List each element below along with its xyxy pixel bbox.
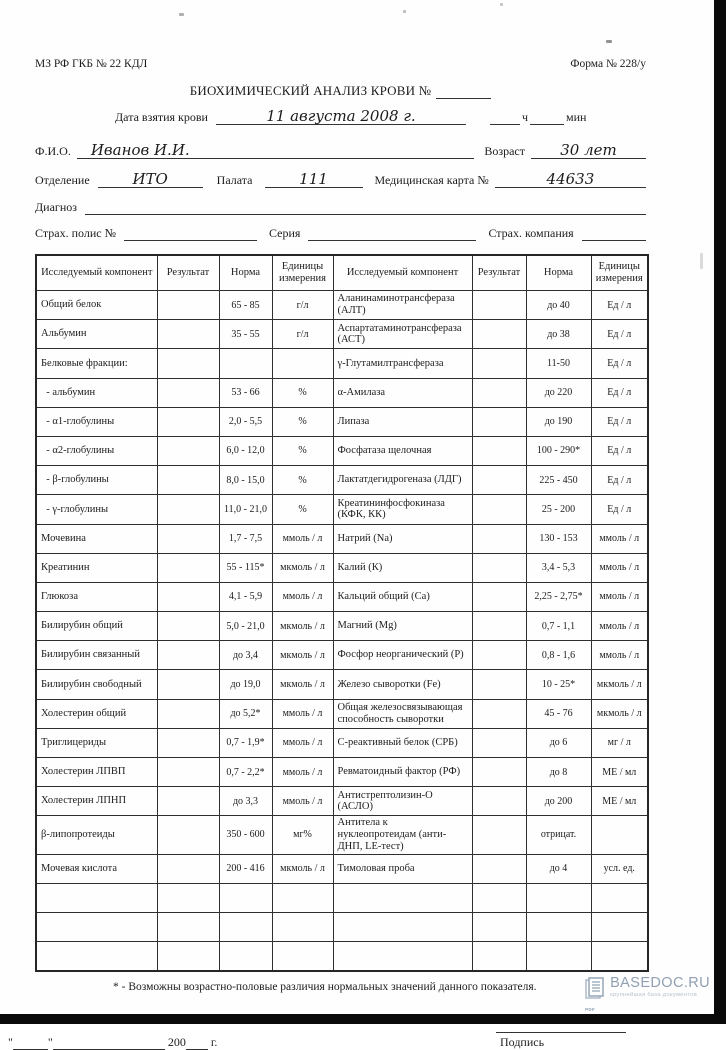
norm-cell: 0,7 - 1,9*	[219, 728, 272, 757]
norm-cell: 25 - 200	[526, 495, 591, 524]
month-blank	[53, 1036, 165, 1050]
norm-cell: 55 - 115*	[219, 553, 272, 582]
norm-cell: 0,8 - 1,6	[526, 641, 591, 670]
result-cell	[472, 553, 526, 582]
component-cell: Билирубин связанный	[36, 641, 157, 670]
units-cell: Ед / л	[591, 349, 648, 378]
table-row	[36, 291, 648, 320]
component-cell: Натрий (Na)	[333, 524, 472, 553]
component-cell	[36, 883, 157, 912]
norm-cell: 130 - 153	[526, 524, 591, 553]
signature-label: Подпись	[500, 1035, 545, 1050]
norm-cell: 53 - 66	[219, 378, 272, 407]
units-cell: мкмоль / л	[272, 670, 333, 699]
units-cell: МЕ / мл	[591, 758, 648, 787]
result-cell	[472, 291, 526, 320]
blood-draw-date-row	[115, 108, 646, 125]
result-cell	[472, 913, 526, 942]
component-cell: Холестерин ЛПВП	[36, 758, 157, 787]
norm-cell: до 40	[526, 291, 591, 320]
component-cell	[36, 942, 157, 972]
units-cell: Ед / л	[591, 291, 648, 320]
norm-cell: до 200	[526, 787, 591, 816]
table-row	[36, 758, 648, 787]
component-cell: Мочевая кислота	[36, 854, 157, 883]
result-cell	[472, 436, 526, 465]
column-header: Результат	[157, 255, 219, 291]
component-cell: - γ-глобулины	[36, 495, 157, 524]
units-cell: мкмоль / л	[272, 641, 333, 670]
basedoc-watermark	[585, 976, 710, 1011]
table-row	[36, 495, 648, 524]
norm-cell: 8,0 - 15,0	[219, 466, 272, 495]
component-cell: - β-глобулины	[36, 466, 157, 495]
card-label: Медицинская карта №	[374, 173, 489, 187]
units-cell: ммоль / л	[272, 699, 333, 728]
norm-cell: до 190	[526, 407, 591, 436]
hours-blank	[490, 111, 520, 125]
component-cell: Фосфор неорганический (Р)	[333, 641, 472, 670]
norm-cell: 10 - 25*	[526, 670, 591, 699]
patient-name-row	[35, 142, 646, 159]
component-cell: Железо сыворотки (Fe)	[333, 670, 472, 699]
result-cell	[157, 524, 219, 553]
component-cell	[333, 883, 472, 912]
component-cell: Общая железосвязывающая способность сыворотки	[333, 699, 472, 728]
norm-cell: 225 - 450	[526, 466, 591, 495]
pdf-document-icon	[585, 977, 606, 1012]
result-cell	[157, 320, 219, 349]
scan-artifact	[179, 13, 184, 16]
norm-cell	[219, 349, 272, 378]
norm-cell	[526, 942, 591, 972]
units-cell: Ед / л	[591, 407, 648, 436]
norm-cell: 2,25 - 2,75*	[526, 582, 591, 611]
name-value: Иванов И.И.	[90, 141, 190, 159]
units-cell: ммоль / л	[591, 524, 648, 553]
result-cell	[157, 854, 219, 883]
component-cell: Аланинаминотрансфераза (АЛТ)	[333, 291, 472, 320]
component-cell: С-реактивный белок (СРБ)	[333, 728, 472, 757]
norm-cell: 0,7 - 1,1	[526, 612, 591, 641]
units-cell: мкмоль / л	[272, 553, 333, 582]
component-cell: Антитела к нуклеопротеидам (анти-ДНП, LE-тест)	[333, 816, 472, 854]
year-suffix: г.	[210, 1035, 218, 1050]
units-cell	[272, 942, 333, 972]
units-cell: ммоль / л	[272, 758, 333, 787]
units-cell: Ед / л	[591, 320, 648, 349]
units-cell	[591, 816, 648, 854]
units-cell: мкмоль / л	[272, 854, 333, 883]
scan-artifact	[606, 40, 612, 43]
result-cell	[157, 728, 219, 757]
result-cell	[157, 816, 219, 854]
units-cell: ммоль / л	[272, 524, 333, 553]
department-row	[35, 171, 646, 188]
form-top-row	[35, 58, 646, 70]
form-number: Форма № 228/у	[570, 58, 646, 70]
units-cell: %	[272, 466, 333, 495]
department-label: Отделение	[35, 173, 90, 187]
units-cell: мг%	[272, 816, 333, 854]
component-cell: γ-Глутамилтрансфераза	[333, 349, 472, 378]
component-cell: Лактатдегидрогеназа (ЛДГ)	[333, 466, 472, 495]
norm-cell	[526, 883, 591, 912]
component-cell: Тимоловая проба	[333, 854, 472, 883]
scan-artifact	[700, 253, 703, 269]
result-cell	[472, 407, 526, 436]
department-field	[98, 171, 203, 188]
series-field	[308, 227, 476, 241]
component-cell: Триглицериды	[36, 728, 157, 757]
component-cell	[36, 913, 157, 942]
table-row	[36, 641, 648, 670]
norm-cell: 0,7 - 2,2*	[219, 758, 272, 787]
norm-cell: 11-50	[526, 349, 591, 378]
result-cell	[472, 349, 526, 378]
norm-cell: 200 - 416	[219, 854, 272, 883]
result-cell	[157, 466, 219, 495]
units-cell	[591, 942, 648, 972]
units-cell: ммоль / л	[591, 612, 648, 641]
result-cell	[472, 612, 526, 641]
norm-cell: 350 - 600	[219, 816, 272, 854]
policy-field	[124, 227, 257, 241]
units-cell	[272, 349, 333, 378]
title-row	[35, 83, 646, 99]
component-cell: Альбумин	[36, 320, 157, 349]
column-header: Норма	[219, 255, 272, 291]
analysis-number-blank	[436, 85, 491, 99]
component-cell: Общий белок	[36, 291, 157, 320]
table-row	[36, 582, 648, 611]
card-value: 44633	[546, 170, 595, 188]
units-cell: %	[272, 495, 333, 524]
norm-cell: 6,0 - 12,0	[219, 436, 272, 465]
norm-cell: 3,4 - 5,3	[526, 553, 591, 582]
result-cell	[472, 524, 526, 553]
scan-edge-right	[714, 0, 726, 1014]
result-cell	[157, 942, 219, 972]
ward-label: Палата	[216, 173, 253, 187]
component-cell: Мочевина	[36, 524, 157, 553]
year-blank	[186, 1036, 208, 1050]
card-field	[495, 171, 646, 188]
age-field	[531, 142, 646, 159]
norm-cell	[219, 913, 272, 942]
result-cell	[157, 582, 219, 611]
result-cell	[157, 670, 219, 699]
diagnosis-row	[35, 200, 646, 215]
result-cell	[157, 407, 219, 436]
department-value: ИТО	[132, 170, 168, 188]
norm-cell: до 8	[526, 758, 591, 787]
units-cell: ммоль / л	[591, 582, 648, 611]
table-row	[36, 349, 648, 378]
form-content	[8, 58, 646, 1050]
result-cell	[157, 378, 219, 407]
units-cell	[591, 913, 648, 942]
result-cell	[472, 787, 526, 816]
component-cell: Креатинин	[36, 553, 157, 582]
component-cell: Холестерин общий	[36, 699, 157, 728]
result-cell	[157, 883, 219, 912]
norm-cell: 35 - 55	[219, 320, 272, 349]
quote-mark: "	[8, 1035, 13, 1050]
units-cell: мкмоль / л	[272, 612, 333, 641]
units-cell	[272, 913, 333, 942]
analysis-table-body	[36, 291, 648, 972]
result-cell	[472, 320, 526, 349]
date-value: 11 августа 2008 г.	[266, 107, 416, 125]
units-cell: ммоль / л	[591, 553, 648, 582]
column-header: Результат	[472, 255, 526, 291]
age-label: Возраст	[484, 144, 525, 158]
hours-label: ч	[521, 110, 528, 124]
year-prefix: 200	[167, 1035, 186, 1050]
table-row	[36, 942, 648, 972]
table-row	[36, 436, 648, 465]
component-cell: - α1-глобулины	[36, 407, 157, 436]
norm-cell: до 220	[526, 378, 591, 407]
analysis-table	[35, 254, 649, 972]
result-cell	[472, 641, 526, 670]
result-cell	[472, 728, 526, 757]
norm-cell: 2,0 - 5,5	[219, 407, 272, 436]
result-cell	[157, 913, 219, 942]
norm-cell: 45 - 76	[526, 699, 591, 728]
name-label: Ф.И.О.	[35, 144, 71, 158]
footnote: * - Возможны возрастно-половые различия нормальных значений данного показателя.	[113, 981, 537, 994]
norm-cell	[219, 942, 272, 972]
insurance-row	[35, 226, 646, 241]
ward-value: 111	[299, 170, 328, 188]
scan-edge-bottom	[0, 1014, 726, 1024]
component-cell: Холестерин ЛПНП	[36, 787, 157, 816]
minutes-label: мин	[566, 110, 587, 124]
table-row	[36, 913, 648, 942]
norm-cell: до 3,4	[219, 641, 272, 670]
result-cell	[157, 641, 219, 670]
result-cell	[157, 758, 219, 787]
result-cell	[472, 378, 526, 407]
units-cell: ммоль / л	[591, 641, 648, 670]
result-cell	[472, 942, 526, 972]
component-cell: Антистрептолизин-О (АСЛО)	[333, 787, 472, 816]
units-cell: мкмоль / л	[591, 699, 648, 728]
norm-cell: 5,0 - 21,0	[219, 612, 272, 641]
name-field	[77, 142, 475, 159]
norm-cell: отрицат.	[526, 816, 591, 854]
component-cell: Белковые фракции:	[36, 349, 157, 378]
norm-cell: 4,1 - 5,9	[219, 582, 272, 611]
units-cell: г/л	[272, 320, 333, 349]
column-header: Единицы измерения	[591, 255, 648, 291]
table-row	[36, 407, 648, 436]
units-cell: ммоль / л	[272, 787, 333, 816]
table-row	[36, 524, 648, 553]
watermark-tagline: крупнейшая база документов	[610, 991, 698, 998]
table-row	[36, 699, 648, 728]
result-cell	[472, 758, 526, 787]
component-cell: Ревматоидный фактор (РФ)	[333, 758, 472, 787]
pdf-label: PDF	[585, 1007, 596, 1012]
table-row	[36, 670, 648, 699]
table-row	[36, 787, 648, 816]
units-cell: МЕ / мл	[591, 787, 648, 816]
result-cell	[472, 670, 526, 699]
column-header: Норма	[526, 255, 591, 291]
norm-cell: 11,0 - 21,0	[219, 495, 272, 524]
table-row	[36, 728, 648, 757]
table-row	[36, 816, 648, 854]
norm-cell: 100 - 290*	[526, 436, 591, 465]
table-row	[36, 378, 648, 407]
day-blank	[13, 1036, 48, 1050]
series-label: Серия	[269, 226, 301, 240]
norm-cell: до 19,0	[219, 670, 272, 699]
table-row	[36, 883, 648, 912]
result-cell	[472, 495, 526, 524]
units-cell: Ед / л	[591, 495, 648, 524]
company-field	[582, 227, 646, 241]
units-cell: %	[272, 436, 333, 465]
org-line: МЗ РФ ГКБ № 22 КДЛ	[35, 58, 148, 70]
component-cell: Билирубин свободный	[36, 670, 157, 699]
component-cell: Глюкоза	[36, 582, 157, 611]
column-header: Исследуемый компонент	[36, 255, 157, 291]
column-header: Исследуемый компонент	[333, 255, 472, 291]
result-cell	[157, 291, 219, 320]
component-cell: Фосфатаза щелочная	[333, 436, 472, 465]
units-cell: мкмоль / л	[591, 670, 648, 699]
column-header: Единицы измерения	[272, 255, 333, 291]
date-label: Дата взятия крови	[115, 110, 208, 124]
component-cell: - α2-глобулины	[36, 436, 157, 465]
units-cell	[272, 883, 333, 912]
norm-cell: 65 - 85	[219, 291, 272, 320]
units-cell: Ед / л	[591, 466, 648, 495]
diagnosis-label: Диагноз	[35, 200, 78, 214]
result-cell	[157, 495, 219, 524]
units-cell: ммоль / л	[272, 728, 333, 757]
document-title: БИОХИМИЧЕСКИЙ АНАЛИЗ КРОВИ №	[189, 83, 432, 98]
norm-cell: до 5,2*	[219, 699, 272, 728]
units-cell: усл. ед.	[591, 854, 648, 883]
table-row	[36, 466, 648, 495]
age-value: 30 лет	[560, 141, 617, 159]
table-row	[36, 854, 648, 883]
result-cell	[472, 582, 526, 611]
table-row	[36, 320, 648, 349]
result-cell	[472, 816, 526, 854]
norm-cell: 1,7 - 7,5	[219, 524, 272, 553]
diagnosis-field	[85, 201, 646, 215]
component-cell: Липаза	[333, 407, 472, 436]
component-cell: - альбумин	[36, 378, 157, 407]
result-cell	[157, 612, 219, 641]
norm-cell	[526, 913, 591, 942]
result-cell	[157, 436, 219, 465]
minutes-blank	[530, 111, 564, 125]
component-cell	[333, 942, 472, 972]
policy-label: Страх. полис №	[35, 226, 117, 240]
units-cell: %	[272, 407, 333, 436]
norm-cell: до 3,3	[219, 787, 272, 816]
table-header-row	[36, 255, 648, 291]
component-cell: α-Амилаза	[333, 378, 472, 407]
component-cell: Калий (К)	[333, 553, 472, 582]
result-cell	[157, 787, 219, 816]
component-cell: Креатининфосфокиназа (КФК, КК)	[333, 495, 472, 524]
units-cell: мг / л	[591, 728, 648, 757]
scan-artifact	[403, 10, 406, 13]
component-cell	[333, 913, 472, 942]
units-cell: г/л	[272, 291, 333, 320]
ward-field	[265, 171, 363, 188]
norm-cell: до 4	[526, 854, 591, 883]
table-row	[36, 553, 648, 582]
norm-cell: до 38	[526, 320, 591, 349]
units-cell: ммоль / л	[272, 582, 333, 611]
component-cell: Магний (Mg)	[333, 612, 472, 641]
result-cell	[157, 349, 219, 378]
table-row	[36, 612, 648, 641]
watermark-brand: BASEDOC.RU	[610, 975, 710, 991]
result-cell	[472, 883, 526, 912]
norm-cell	[219, 883, 272, 912]
result-cell	[472, 854, 526, 883]
result-cell	[157, 699, 219, 728]
result-cell	[157, 553, 219, 582]
component-cell: Аспартатаминотрансфераза (АСТ)	[333, 320, 472, 349]
company-label: Страх. компания	[488, 226, 574, 240]
date-field	[216, 108, 466, 125]
component-cell: Билирубин общий	[36, 612, 157, 641]
norm-cell: до 6	[526, 728, 591, 757]
component-cell: β-липопротеиды	[36, 816, 157, 854]
units-cell: Ед / л	[591, 436, 648, 465]
units-cell	[591, 883, 648, 912]
scan-artifact	[500, 3, 503, 6]
result-cell	[472, 699, 526, 728]
quote-mark: "	[47, 1035, 53, 1050]
units-cell: Ед / л	[591, 378, 648, 407]
units-cell: %	[272, 378, 333, 407]
result-cell	[472, 466, 526, 495]
component-cell: Кальций общий (Ca)	[333, 582, 472, 611]
